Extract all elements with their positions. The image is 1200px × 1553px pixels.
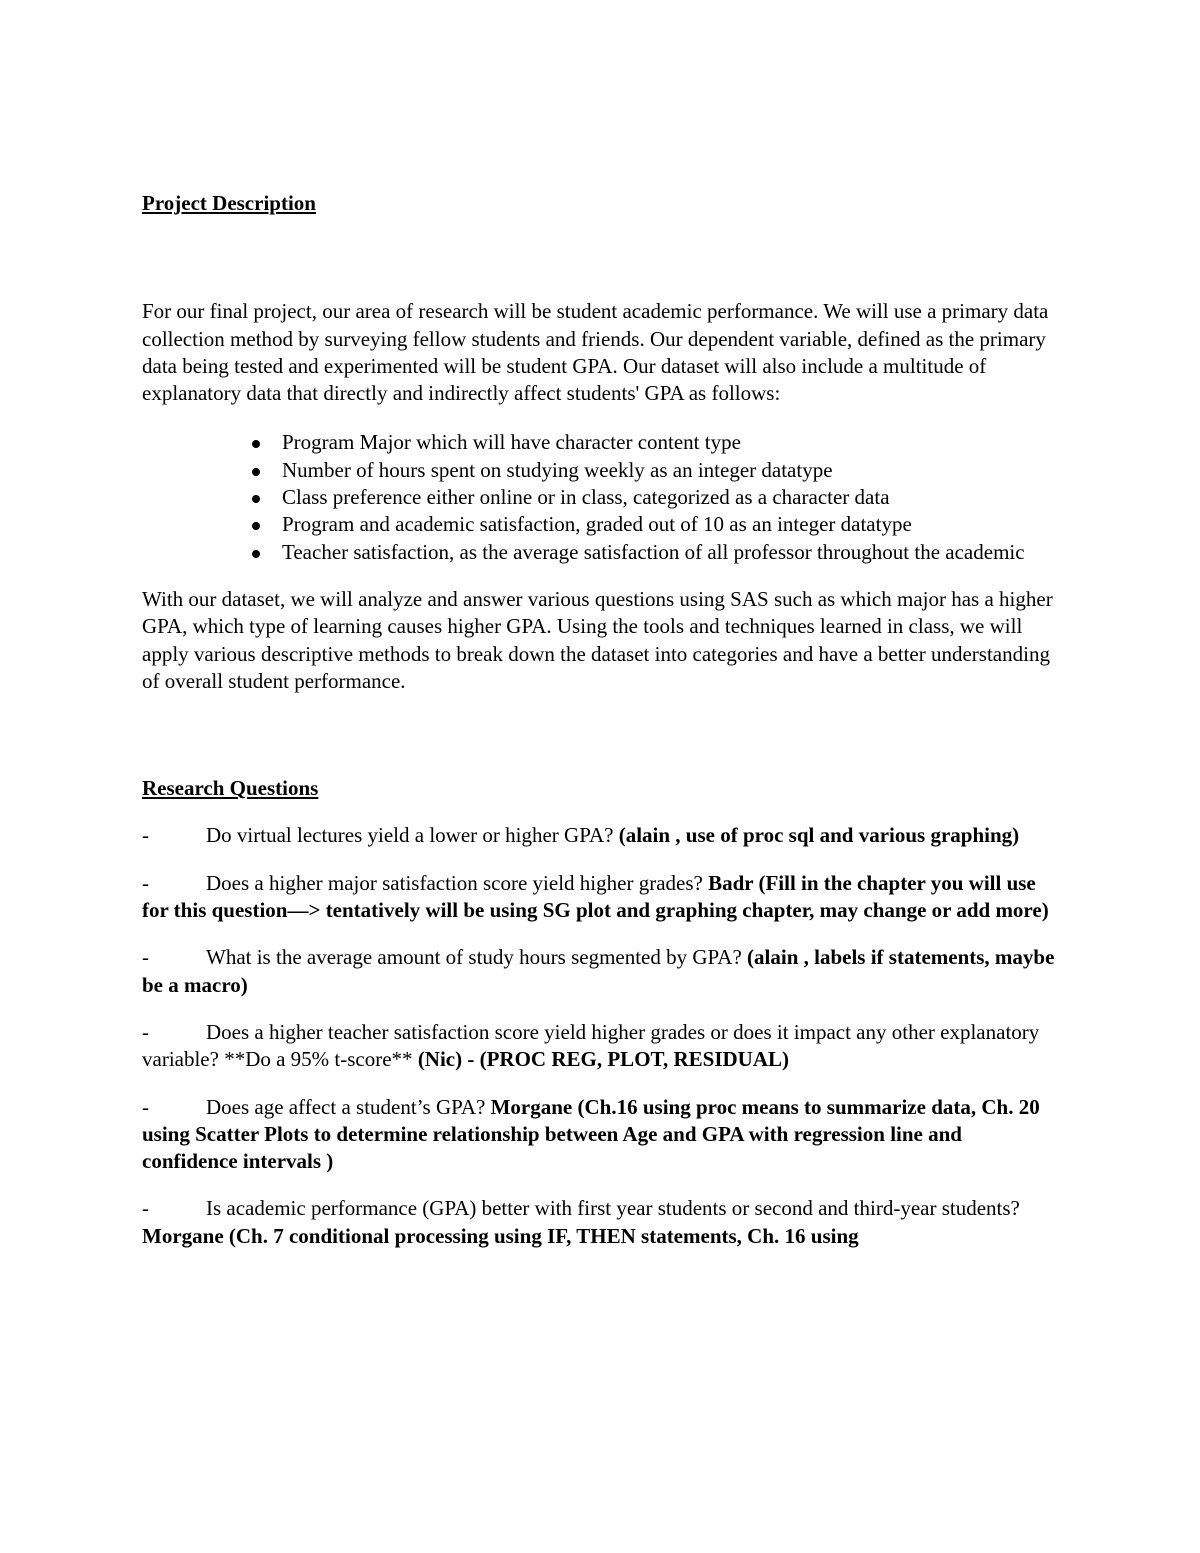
question-text: What is the average amount of study hours segmented by GPA? [206,945,742,970]
research-question [142,944,1062,999]
question-note: (alain , use of proc sql and various graphing) [618,823,1020,848]
list-item: Teacher satisfaction, as the average satisfaction of all professor throughout the academic [142,539,1062,566]
bullet-icon [252,522,260,530]
intro-paragraph: For our final project, our area of research will be student academic performance. We will use a primary data collection method by surveying fellow students and friends. Our dependent variable, defined as the primary data being tested and experimented will be student GPA. Our dataset will also include a multitude of explanatory data that directly and indirectly affect students' GPA as follows: [142,299,1049,406]
research-question [142,822,1062,849]
dash-marker: - [142,1094,149,1119]
research-question [142,1195,1062,1250]
document-page [142,190,1062,1270]
bullet-icon [252,440,260,448]
research-question [142,1094,1062,1176]
dash-marker: - [142,870,149,895]
question-note: Morgane (Ch.16 using proc means to summarize data, Ch. 20 using Scatter Plots to determine relationship between Age and GPA with regression line and confidence intervals ) [142,1094,1040,1174]
list-item: Class preference either online or in class, categorized as a character data [142,484,1062,511]
research-question [142,870,1062,925]
explanatory-variables-list [142,429,1062,565]
question-text: Is academic performance (GPA) better with first year students or second and third-year students? [206,1196,1020,1221]
bullet-icon [252,495,260,503]
bullet-icon [252,550,260,558]
question-text: Does a higher major satisfaction score yield higher grades? [206,870,703,895]
question-text: Do virtual lectures yield a lower or higher GPA? [206,823,614,848]
list-item: Program Major which will have character content type [142,429,1062,456]
dash-marker: - [142,823,149,848]
list-item: Number of hours spent on studying weekly as an integer datatype [142,457,1062,484]
question-text: Does age affect a student’s GPA? [206,1094,486,1119]
question-note: (alain , labels if statements, maybe be a macro) [142,945,1055,997]
research-questions-heading: Research Questions [142,776,319,801]
project-description-heading: Project Description [142,191,316,215]
research-question [142,1019,1062,1074]
list-item: Program and academic satisfaction, graded out of 10 as an integer datatype [142,511,1062,538]
analysis-paragraph: With our dataset, we will analyze and answer various questions using SAS such as which major has a higher GPA, which type of learning causes higher GPA. Using the tools and techniques learned in class, we will apply various descriptive methods to break down the dataset into categories and have a better understanding of overall student performance. [142,586,1053,693]
dash-marker: - [142,1019,149,1044]
question-text: Does a higher teacher satisfaction score yield higher grades or does it impact any other explanatory variable? **Do a 95% t-score** [142,1019,1040,1072]
dash-marker: - [142,1196,149,1221]
question-note: Morgane (Ch. 7 conditional processing using IF, THEN statements, Ch. 16 using [142,1223,859,1248]
question-note: Badr (Fill in the chapter you will use for this question—> tentatively will be using SG plot and graphing chapter, may change or add more) [142,870,1049,923]
question-note: (Nic) - (PROC REG, PLOT, RESIDUAL) [417,1047,789,1072]
dash-marker: - [142,945,149,970]
bullet-icon [252,468,260,476]
